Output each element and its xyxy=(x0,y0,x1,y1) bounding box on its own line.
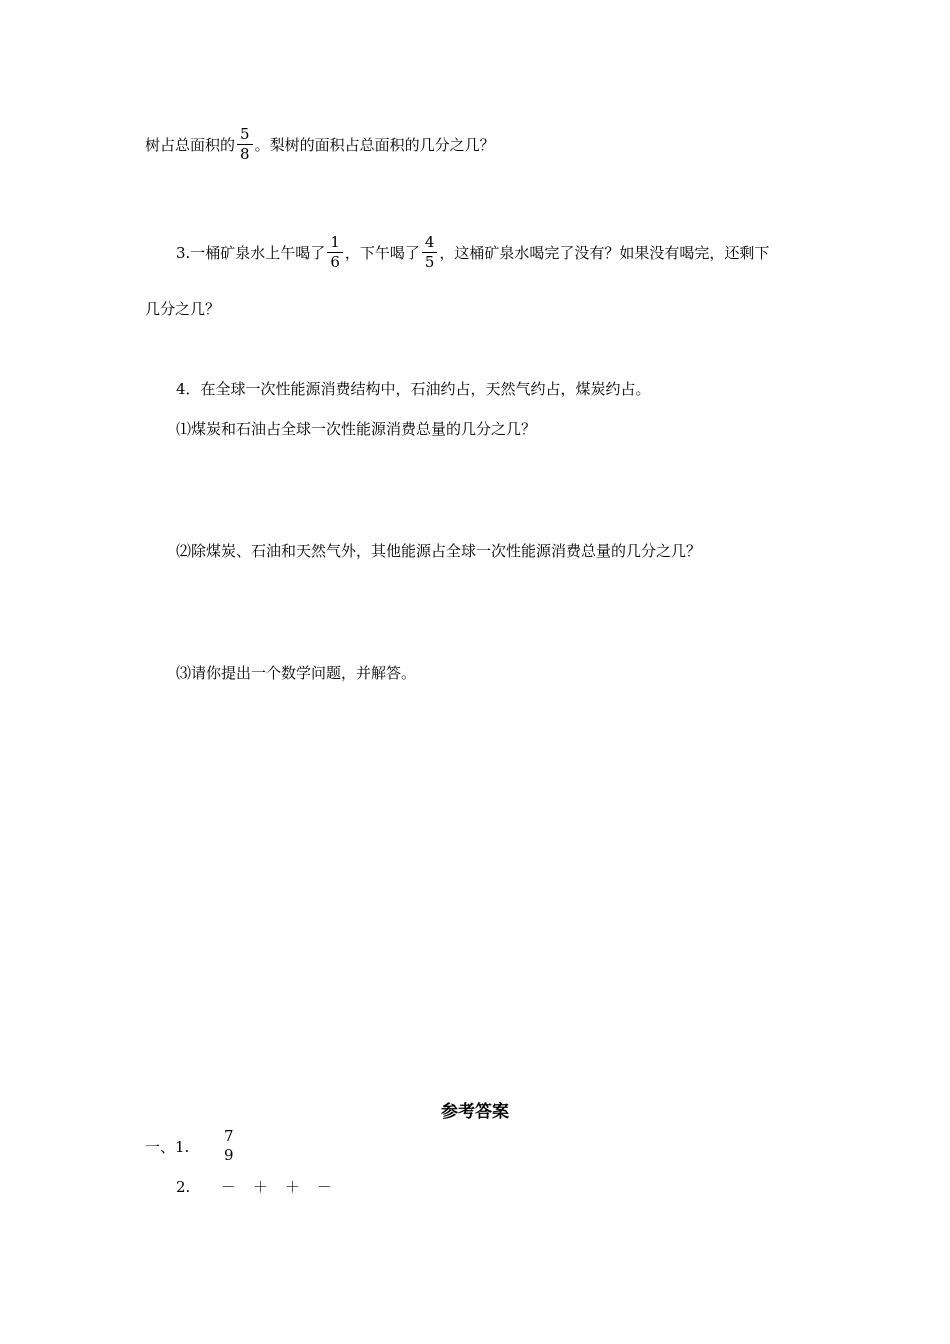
fraction-4-5 xyxy=(422,234,438,271)
fraction-5-8 xyxy=(237,126,253,163)
answer-1 xyxy=(145,1128,239,1164)
fraction-numerator: 1 xyxy=(327,234,343,253)
q3-part3: ，这桶矿泉水喝完了没有？如果没有喝完，还剩下 xyxy=(439,244,770,262)
q4-sub1: ⑴煤炭和石油占全球一次性能源消费总量的几分之几？ xyxy=(176,420,537,438)
answers-title: 参考答案 xyxy=(441,1102,509,1122)
question-2-tail xyxy=(145,126,495,163)
q4-sub3: ⑶请你提出一个数学问题，并解答。 xyxy=(176,664,417,682)
fraction-numerator: 4 xyxy=(422,234,438,253)
q2-suffix: 。梨树的面积占总面积的几分之几？ xyxy=(254,136,495,154)
fraction-numerator: 7 xyxy=(224,1127,234,1145)
answer-1-label: 一、1. xyxy=(145,1137,190,1156)
fraction-1-6 xyxy=(327,234,343,271)
answer-2-symbol: ＋ xyxy=(253,1178,269,1196)
q3-part2: ，下午喝了 xyxy=(344,244,420,262)
q2-prefix: 树占总面积的 xyxy=(145,136,236,154)
q3-line2: 几分之几？ xyxy=(145,300,221,318)
q4-stem: 4．在全球一次性能源消费结构中，石油约占，天然气约占，煤炭约占。 xyxy=(176,380,651,398)
answer-2 xyxy=(176,1176,349,1197)
fraction-denominator: 9 xyxy=(224,1146,234,1164)
fraction-denominator: 5 xyxy=(424,253,435,271)
answer-2-symbol: － xyxy=(317,1178,333,1196)
q3-part1: 3.一桶矿泉水上午喝了 xyxy=(176,244,326,262)
q4-sub2: ⑵除煤炭、石油和天然气外，其他能源占全球一次性能源消费总量的几分之几？ xyxy=(176,542,702,560)
fraction-numerator: 5 xyxy=(237,126,253,145)
fraction-7-9 xyxy=(221,1128,237,1164)
question-3 xyxy=(176,234,769,271)
answer-2-symbol: ＋ xyxy=(285,1178,301,1196)
answer-2-symbol: － xyxy=(221,1178,237,1196)
answer-2-label: 2. xyxy=(176,1177,191,1196)
fraction-denominator: 6 xyxy=(330,253,340,271)
fraction-denominator: 8 xyxy=(240,145,250,163)
